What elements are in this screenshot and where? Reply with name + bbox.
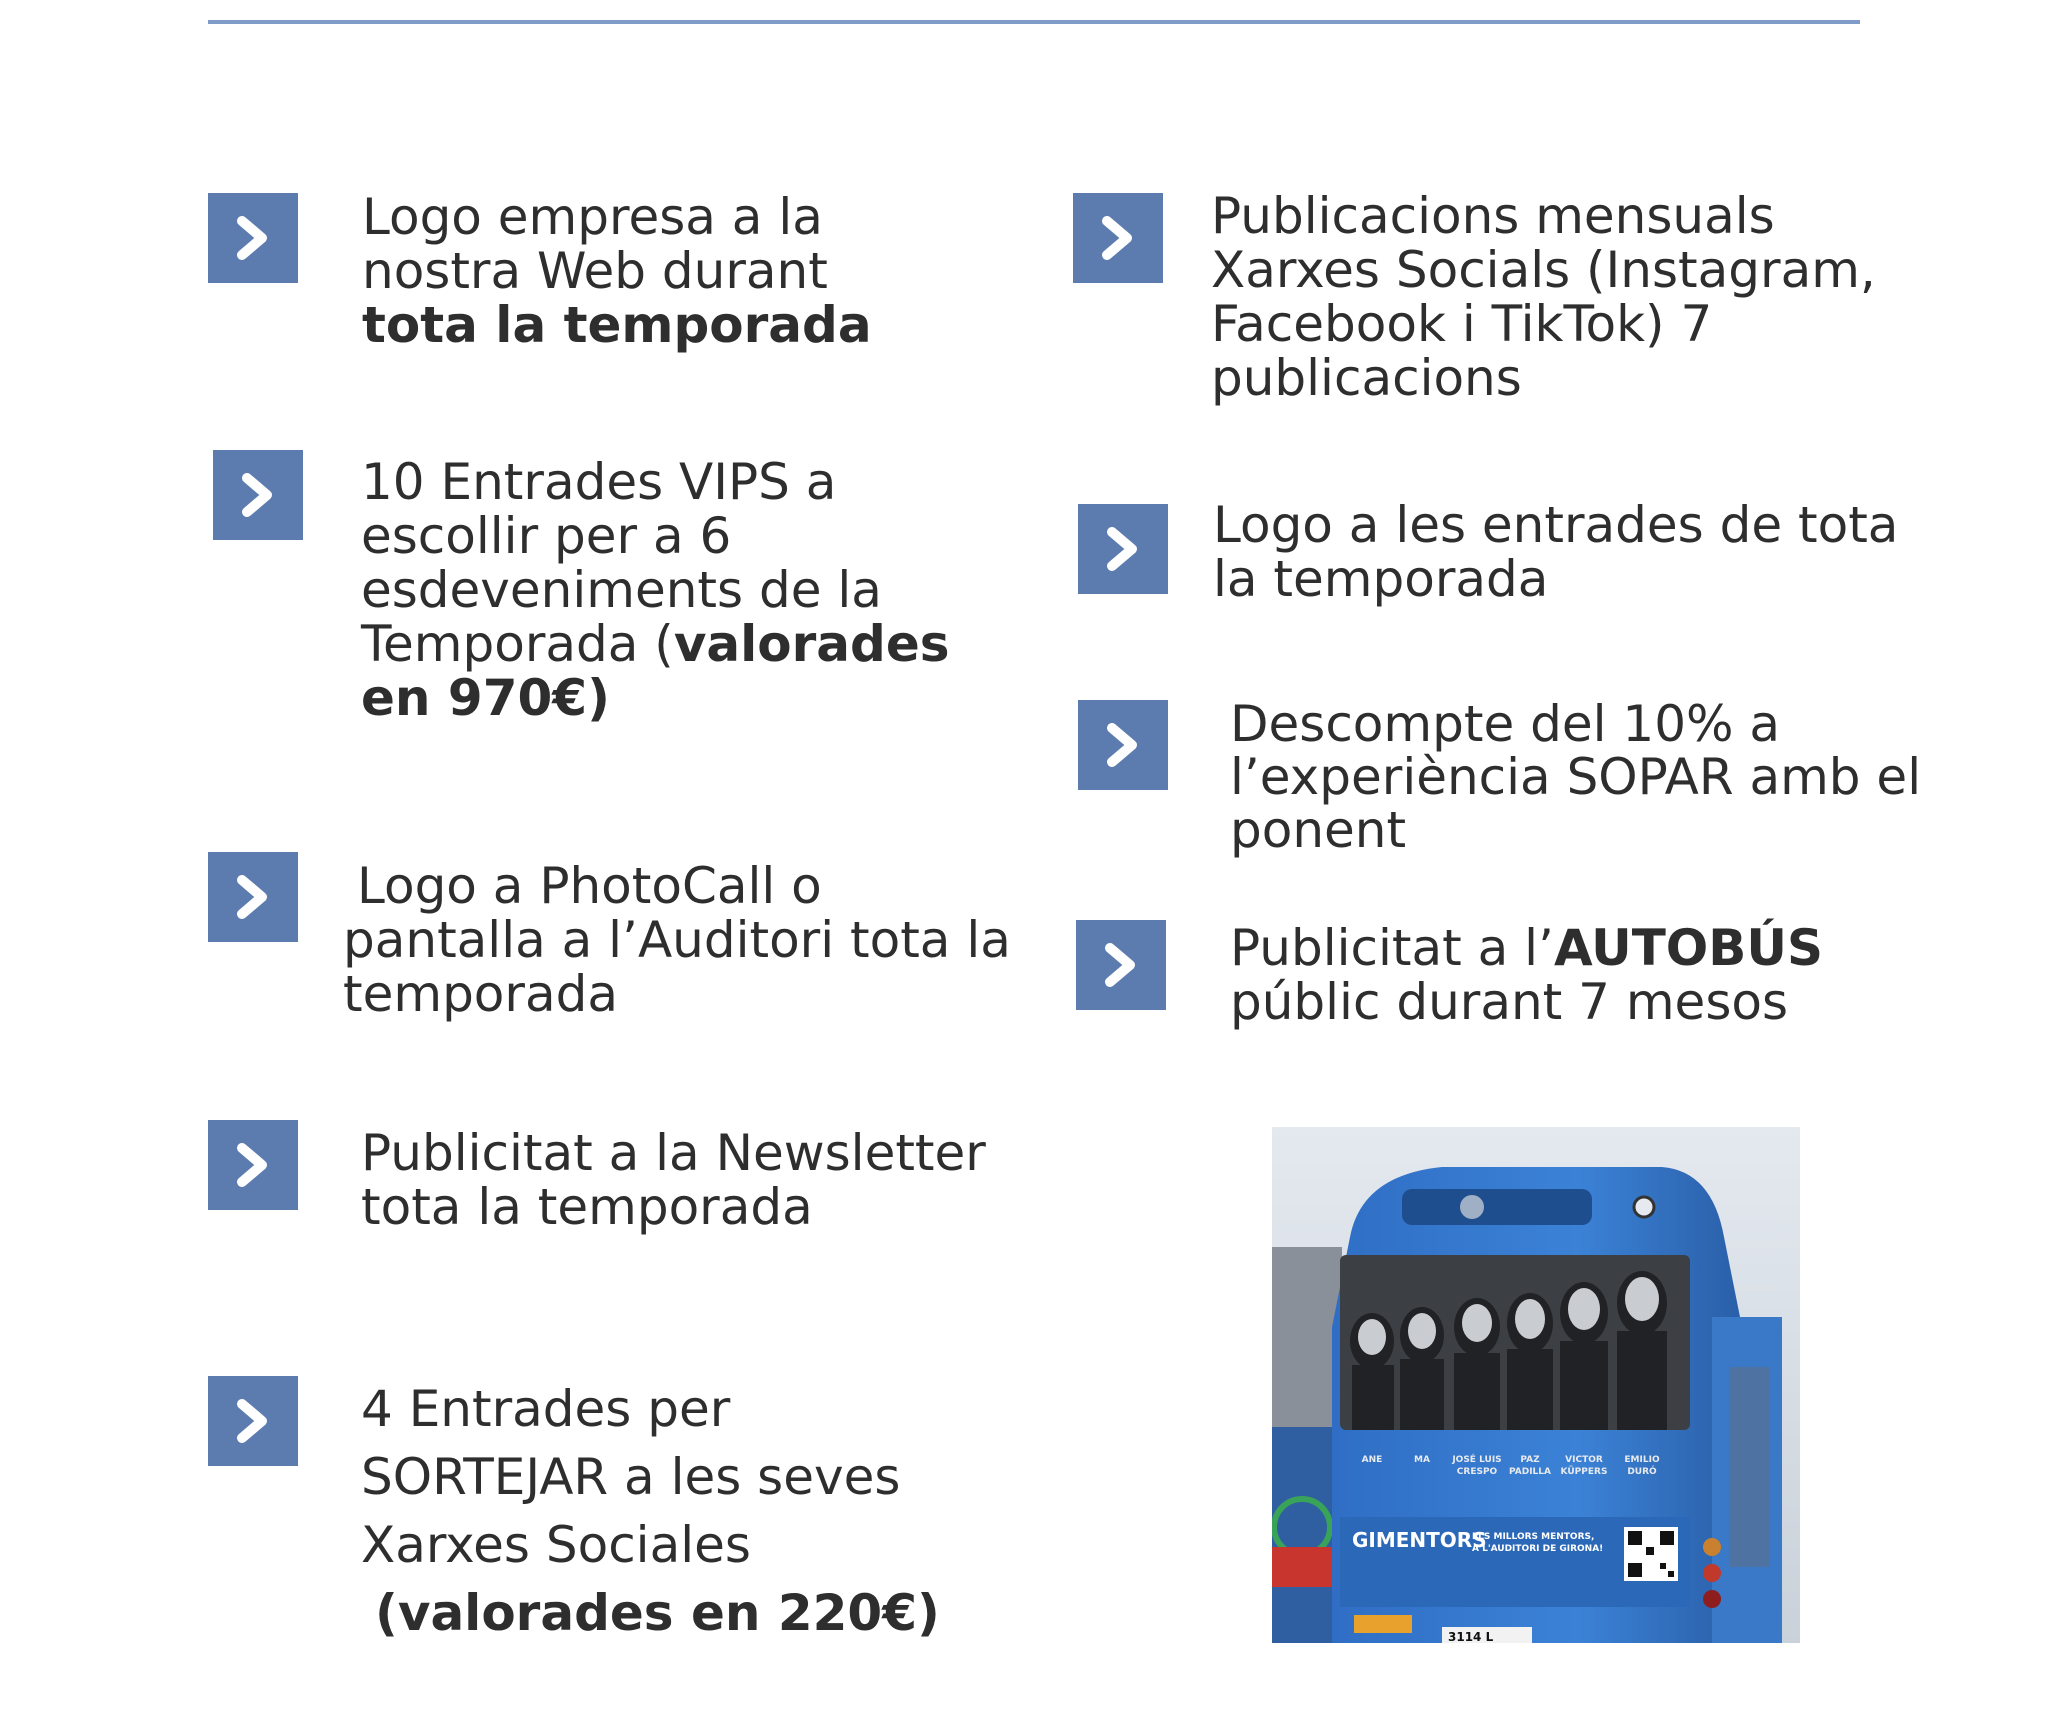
bus-name-2: MA: [1414, 1455, 1430, 1465]
bullet-chevron-icon: [1073, 193, 1163, 283]
benefit-web-logo: Logo empresa a la nostra Web durant tota la temporada: [362, 188, 872, 354]
bus-name-4: PAZ: [1520, 1455, 1540, 1465]
benefit-social-posts: Publicacions mensuals Xarxes Socials (Instagram, Facebook i TikTok) 7 publicacions: [1211, 187, 1876, 407]
bus-surname-6: DURÓ: [1627, 1467, 1657, 1477]
bus-name-5: VICTOR: [1565, 1455, 1603, 1465]
bus-slogan-line-1: ELS MILLORS MENTORS,: [1472, 1532, 1595, 1542]
bus-surname-3: CRESPO: [1456, 1467, 1498, 1477]
benefit-bus-ad: Publicitat a l’AUTOBÚS públic durant 7 mesos: [1230, 919, 1824, 1031]
bus-slogan-line-2: A L'AUDITORI DE GIRONA!: [1472, 1544, 1604, 1554]
benefit-vip-tickets: 10 Entrades VIPS a escollir per a 6 esdeveniments de la Temporada (valorades en 970€): [361, 453, 950, 727]
benefit-newsletter: Publicitat a la Newsletter tota la temporada: [361, 1124, 986, 1236]
bullet-chevron-icon: [1078, 504, 1168, 594]
bullet-chevron-icon: [208, 1120, 298, 1210]
bus-name-3: JOSÉ LUIS: [1452, 1455, 1502, 1465]
bus-surname-4: PADILLA: [1509, 1467, 1551, 1477]
bullet-chevron-icon: [208, 1376, 298, 1466]
bullet-chevron-icon: [1076, 920, 1166, 1010]
benefit-ticket-logo: Logo a les entrades de tota la temporada: [1213, 496, 1899, 608]
bus-name-1: ANE: [1361, 1455, 1383, 1465]
bus-brand-text: GIMENTORS: [1352, 1528, 1487, 1552]
bus-name-6: EMILIO: [1624, 1455, 1660, 1465]
bullet-chevron-icon: [208, 852, 298, 942]
benefit-giveaway-tickets: 4 Entrades per SORTEJAR a les seves Xarxes Sociales (valorades en 220€): [361, 1380, 940, 1642]
bus-surname-5: KÜPPERS: [1560, 1467, 1608, 1477]
benefit-dinner-discount: Descompte del 10% a l’experiència SOPAR amb el ponent: [1230, 695, 1922, 859]
bullet-chevron-icon: [1078, 700, 1168, 790]
bullet-chevron-icon: [208, 193, 298, 283]
bullet-chevron-icon: [213, 450, 303, 540]
top-divider-line: [208, 20, 1860, 24]
benefit-photocall: Logo a PhotoCall o pantalla a l’Auditori tota la temporada: [343, 857, 1011, 1023]
license-plate: 3114 L: [1448, 1630, 1494, 1643]
bus-advertisement-photo: [1272, 1127, 1800, 1643]
